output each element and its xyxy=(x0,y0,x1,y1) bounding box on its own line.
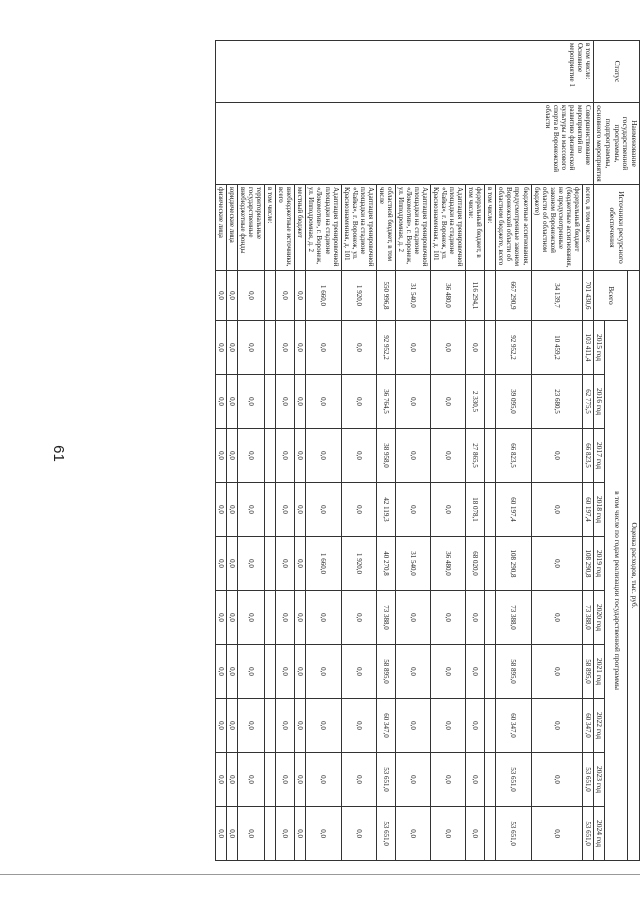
year-value-cell: 60 347,0 xyxy=(376,699,395,753)
year-value-cell: 0,0 xyxy=(238,807,265,861)
year-value-cell: 0,0 xyxy=(431,645,466,699)
year-value-cell: 0,0 xyxy=(295,807,306,861)
year-value-cell: 62 775,5 xyxy=(582,375,593,429)
year-value-cell: 0,0 xyxy=(215,753,226,807)
year-value-cell xyxy=(485,753,496,807)
year-value-cell: 0,0 xyxy=(306,429,341,483)
year-value-cell: 66 823,5 xyxy=(582,429,593,483)
year-value-cell: 73 388,0 xyxy=(496,591,531,645)
year-value-cell: 0,0 xyxy=(466,321,485,375)
total-cell xyxy=(485,271,496,321)
year-value-cell: 68 020,0 xyxy=(466,537,485,591)
year-value-cell: 0,0 xyxy=(341,483,376,537)
total-cell: 0,0 xyxy=(227,271,238,321)
year-value-cell xyxy=(485,807,496,861)
year-value-cell: 0,0 xyxy=(466,645,485,699)
year-value-cell: 0,0 xyxy=(227,375,238,429)
year-value-cell xyxy=(265,375,276,429)
source-cell: местный бюджет xyxy=(295,185,306,271)
year-value-cell: 0,0 xyxy=(276,591,295,645)
source-cell: бюджетные ассигнования, предусмотренные законом Воронежской области об областном бюджете, всего xyxy=(496,185,531,271)
status-label: Основное мероприятие 1 xyxy=(567,43,584,87)
header-total: Всего xyxy=(593,271,628,321)
year-value-cell xyxy=(485,429,496,483)
source-cell: областной бюджет, в том числе xyxy=(376,185,395,271)
status-prefix: в том числе: xyxy=(583,43,592,80)
year-value-cell: 0,0 xyxy=(295,753,306,807)
year-value-cell: 0,0 xyxy=(227,537,238,591)
year-value-cell: 18 078,1 xyxy=(466,483,485,537)
year-value-cell: 0,0 xyxy=(341,429,376,483)
source-cell: федеральный бюджет (бюджетные ассигнования, не предусмотренные законом Воронежской области об областном бюджете) xyxy=(531,185,582,271)
budget-table xyxy=(215,40,640,861)
year-header: 2024 год xyxy=(593,807,605,861)
year-value-cell: 0,0 xyxy=(276,537,295,591)
year-header: 2019 год xyxy=(593,537,605,591)
year-value-cell: 0,0 xyxy=(295,375,306,429)
year-value-cell: 0,0 xyxy=(295,699,306,753)
year-value-cell: 66 823,5 xyxy=(496,429,531,483)
page-bottom-rule xyxy=(0,874,640,875)
year-value-cell: 0,0 xyxy=(341,699,376,753)
year-value-cell: 0,0 xyxy=(431,375,466,429)
year-value-cell: 0,0 xyxy=(295,483,306,537)
year-value-cell: 108 290,8 xyxy=(496,537,531,591)
year-value-cell: 0,0 xyxy=(341,807,376,861)
year-value-cell: 0,0 xyxy=(431,807,466,861)
year-value-cell: 0,0 xyxy=(306,753,341,807)
source-cell: внебюджетные источники, всего xyxy=(276,185,295,271)
program-name-cell: Совершенствование мероприятий по развитию физической культуры и массового спорта в Воронежской области xyxy=(215,103,593,185)
year-value-cell: 73 388,0 xyxy=(582,591,593,645)
year-value-cell: 60 347,0 xyxy=(496,699,531,753)
year-value-cell: 0,0 xyxy=(227,753,238,807)
year-value-cell xyxy=(265,753,276,807)
year-value-cell: 0,0 xyxy=(395,807,430,861)
year-value-cell: 0,0 xyxy=(306,591,341,645)
year-value-cell: 0,0 xyxy=(395,375,430,429)
year-value-cell: 0,0 xyxy=(531,699,582,753)
total-cell: 0,0 xyxy=(295,271,306,321)
total-cell: 0,0 xyxy=(276,271,295,321)
header-sources: Источники ресурсного обеспечения xyxy=(593,185,639,271)
year-value-cell: 0,0 xyxy=(295,537,306,591)
year-value-cell: 0,0 xyxy=(295,591,306,645)
year-value-cell: 0,0 xyxy=(395,591,430,645)
total-cell: 0,0 xyxy=(215,271,226,321)
page-number: 61 xyxy=(49,445,67,462)
year-value-cell: 0,0 xyxy=(238,537,265,591)
year-value-cell xyxy=(265,699,276,753)
year-header: 2018 год xyxy=(593,483,605,537)
source-cell: федеральный бюджет, в том числе: xyxy=(466,185,485,271)
header-by-years: в том числе по годам реализации государственной программы xyxy=(605,321,628,861)
year-value-cell: 0,0 xyxy=(531,429,582,483)
year-header: 2020 год xyxy=(593,591,605,645)
year-value-cell: 60 347,0 xyxy=(582,699,593,753)
total-cell: 31 540,0 xyxy=(395,271,430,321)
year-value-cell: 60 197,4 xyxy=(582,483,593,537)
source-cell: в том числе: xyxy=(265,185,276,271)
year-value-cell: 27 865,5 xyxy=(466,429,485,483)
year-value-cell: 0,0 xyxy=(341,645,376,699)
year-value-cell xyxy=(265,645,276,699)
year-value-cell: 0,0 xyxy=(466,591,485,645)
year-value-cell: 0,0 xyxy=(276,753,295,807)
year-value-cell: 0,0 xyxy=(395,483,430,537)
year-value-cell: 0,0 xyxy=(215,645,226,699)
source-cell: юридические лица xyxy=(227,185,238,271)
year-value-cell xyxy=(485,375,496,429)
year-value-cell: 0,0 xyxy=(295,645,306,699)
year-value-cell: 0,0 xyxy=(295,321,306,375)
year-value-cell: 0,0 xyxy=(306,483,341,537)
year-value-cell xyxy=(265,807,276,861)
year-value-cell: 2 330,5 xyxy=(466,375,485,429)
source-cell: Адаптация тренировочной площадки на стадионе «Чайка», г. Воронеж, ул. Краснознаменная, д. 101 xyxy=(341,185,376,271)
source-cell: Адаптация тренировочной площадки на стадионе «Локомотив», г. Воронеж, ул. Ипподромная, д. 2 xyxy=(395,185,430,271)
year-header: 2022 год xyxy=(593,699,605,753)
year-header: 2017 год xyxy=(593,429,605,483)
header-estimate: Оценка расходов, тыс. руб. xyxy=(628,271,640,861)
year-value-cell: 103 411,4 xyxy=(582,321,593,375)
year-value-cell: 0,0 xyxy=(395,753,430,807)
year-value-cell: 0,0 xyxy=(531,591,582,645)
year-value-cell xyxy=(485,537,496,591)
year-value-cell: 0,0 xyxy=(531,483,582,537)
year-value-cell xyxy=(485,591,496,645)
year-value-cell xyxy=(485,483,496,537)
year-value-cell: 53 651,0 xyxy=(376,807,395,861)
source-cell: Адаптация тренировочной площадки на стадионе «Чайка», г. Воронеж, ул. Краснознаменная, д. 101 xyxy=(431,185,466,271)
year-value-cell: 0,0 xyxy=(227,321,238,375)
year-header: 2023 год xyxy=(593,753,605,807)
year-value-cell: 0,0 xyxy=(466,699,485,753)
year-value-cell: 0,0 xyxy=(215,807,226,861)
year-value-cell: 58 895,0 xyxy=(496,645,531,699)
year-value-cell: 0,0 xyxy=(215,699,226,753)
total-cell: 34 139,7 xyxy=(531,271,582,321)
year-value-cell xyxy=(485,321,496,375)
total-cell: 1 920,0 xyxy=(341,271,376,321)
year-value-cell: 0,0 xyxy=(531,645,582,699)
year-value-cell: 0,0 xyxy=(238,429,265,483)
source-cell: в том числе: xyxy=(485,185,496,271)
year-value-cell: 53 651,0 xyxy=(582,753,593,807)
year-value-cell: 0,0 xyxy=(341,375,376,429)
year-value-cell: 53 651,0 xyxy=(496,807,531,861)
year-value-cell: 0,0 xyxy=(531,537,582,591)
year-value-cell: 0,0 xyxy=(238,645,265,699)
year-value-cell: 0,0 xyxy=(395,429,430,483)
year-value-cell: 58 895,0 xyxy=(582,645,593,699)
year-value-cell: 0,0 xyxy=(306,645,341,699)
year-value-cell: 0,0 xyxy=(306,807,341,861)
year-value-cell: 53 651,0 xyxy=(496,753,531,807)
year-value-cell: 0,0 xyxy=(306,321,341,375)
year-value-cell: 0,0 xyxy=(215,483,226,537)
year-value-cell xyxy=(265,537,276,591)
rotated-page-content xyxy=(90,40,640,860)
year-value-cell xyxy=(265,591,276,645)
year-value-cell: 0,0 xyxy=(306,375,341,429)
year-value-cell: 0,0 xyxy=(276,429,295,483)
year-value-cell: 0,0 xyxy=(341,321,376,375)
year-value-cell: 38 958,0 xyxy=(376,429,395,483)
total-cell xyxy=(265,271,276,321)
year-header: 2016 год xyxy=(593,375,605,429)
year-value-cell: 1 920,0 xyxy=(341,537,376,591)
year-value-cell: 0,0 xyxy=(466,807,485,861)
year-value-cell: 0,0 xyxy=(227,807,238,861)
year-value-cell: 36 480,0 xyxy=(431,537,466,591)
year-value-cell: 53 651,0 xyxy=(582,807,593,861)
year-value-cell: 0,0 xyxy=(431,591,466,645)
year-value-cell: 0,0 xyxy=(276,483,295,537)
source-cell: территориальные государственные внебюджетные фонды xyxy=(238,185,265,271)
year-value-cell: 0,0 xyxy=(276,375,295,429)
year-value-cell: 40 270,8 xyxy=(376,537,395,591)
total-cell: 0,0 xyxy=(238,271,265,321)
year-value-cell: 92 952,2 xyxy=(376,321,395,375)
year-value-cell: 1 660,0 xyxy=(306,537,341,591)
year-header: 2015 год xyxy=(593,321,605,375)
year-value-cell: 0,0 xyxy=(227,483,238,537)
year-value-cell: 0,0 xyxy=(276,645,295,699)
year-value-cell: 0,0 xyxy=(531,753,582,807)
status-cell xyxy=(215,41,593,103)
table-row xyxy=(582,41,593,861)
total-cell: 36 480,0 xyxy=(431,271,466,321)
year-value-cell xyxy=(485,699,496,753)
year-value-cell: 0,0 xyxy=(215,429,226,483)
year-value-cell: 0,0 xyxy=(295,429,306,483)
year-value-cell: 92 952,2 xyxy=(496,321,531,375)
year-value-cell: 0,0 xyxy=(227,699,238,753)
year-value-cell: 42 119,3 xyxy=(376,483,395,537)
year-value-cell: 36 764,5 xyxy=(376,375,395,429)
year-value-cell: 0,0 xyxy=(276,807,295,861)
year-value-cell: 53 651,0 xyxy=(376,753,395,807)
total-cell: 116 294,1 xyxy=(466,271,485,321)
year-value-cell: 0,0 xyxy=(431,429,466,483)
year-header: 2021 год xyxy=(593,645,605,699)
year-value-cell: 0,0 xyxy=(431,483,466,537)
year-value-cell: 0,0 xyxy=(238,321,265,375)
year-value-cell: 0,0 xyxy=(227,645,238,699)
year-value-cell: 0,0 xyxy=(466,753,485,807)
year-value-cell: 0,0 xyxy=(227,429,238,483)
year-value-cell: 0,0 xyxy=(276,321,295,375)
year-value-cell: 73 388,0 xyxy=(376,591,395,645)
year-value-cell: 0,0 xyxy=(276,699,295,753)
year-value-cell: 0,0 xyxy=(395,699,430,753)
year-value-cell: 0,0 xyxy=(227,591,238,645)
year-value-cell: 108 290,8 xyxy=(582,537,593,591)
year-value-cell: 0,0 xyxy=(238,483,265,537)
year-value-cell: 0,0 xyxy=(431,753,466,807)
year-value-cell: 23 680,5 xyxy=(531,375,582,429)
total-cell: 1 660,0 xyxy=(306,271,341,321)
year-value-cell: 0,0 xyxy=(341,753,376,807)
year-value-cell: 0,0 xyxy=(215,375,226,429)
total-cell: 667 290,9 xyxy=(496,271,531,321)
source-cell: всего, в том числе: xyxy=(582,185,593,271)
year-value-cell xyxy=(265,321,276,375)
total-cell: 550 996,8 xyxy=(376,271,395,321)
year-value-cell: 0,0 xyxy=(215,321,226,375)
year-value-cell: 0,0 xyxy=(341,591,376,645)
header-name: Наименование государственной программы, подпрограммы, основного мероприятия xyxy=(593,103,639,185)
year-value-cell: 0,0 xyxy=(215,537,226,591)
year-value-cell xyxy=(265,483,276,537)
year-value-cell: 39 095,0 xyxy=(496,375,531,429)
year-value-cell: 60 197,4 xyxy=(496,483,531,537)
year-value-cell: 0,0 xyxy=(238,699,265,753)
year-value-cell: 0,0 xyxy=(395,321,430,375)
year-value-cell xyxy=(485,645,496,699)
year-value-cell: 0,0 xyxy=(215,591,226,645)
year-value-cell: 31 540,0 xyxy=(395,537,430,591)
year-value-cell: 0,0 xyxy=(238,753,265,807)
year-value-cell: 58 895,0 xyxy=(376,645,395,699)
year-value-cell: 0,0 xyxy=(395,645,430,699)
total-cell: 701 430,6 xyxy=(582,271,593,321)
year-value-cell: 0,0 xyxy=(531,807,582,861)
source-cell: физические лица xyxy=(215,185,226,271)
year-value-cell: 0,0 xyxy=(431,699,466,753)
year-value-cell: 0,0 xyxy=(238,375,265,429)
year-value-cell: 0,0 xyxy=(431,321,466,375)
year-value-cell: 0,0 xyxy=(238,591,265,645)
year-value-cell: 10 459,2 xyxy=(531,321,582,375)
table-body xyxy=(215,41,593,861)
year-value-cell: 0,0 xyxy=(306,699,341,753)
header-status: Статус xyxy=(593,41,639,103)
year-value-cell xyxy=(265,429,276,483)
source-cell: Адаптация тренировочной площадки на стадионе «Локомотив», г. Воронеж, ул. Ипподромная, д. 2 xyxy=(306,185,341,271)
